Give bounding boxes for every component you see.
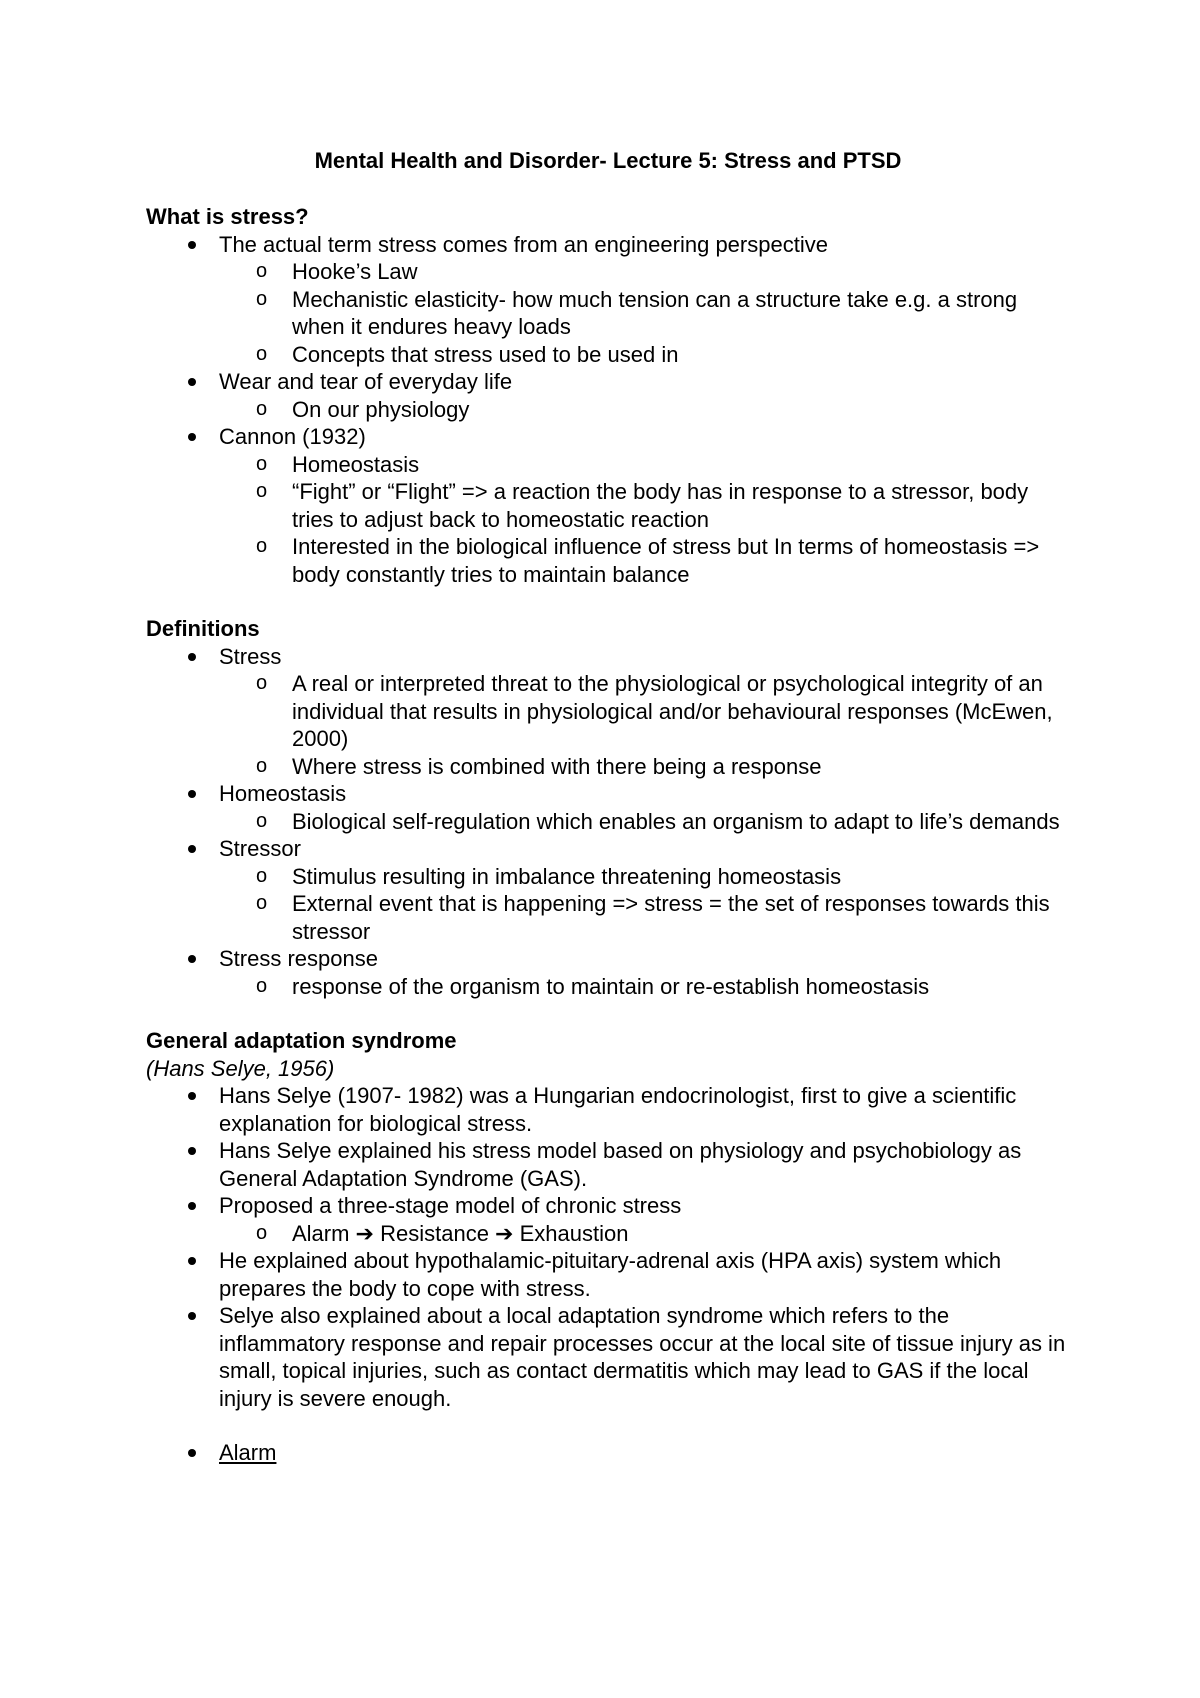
bullet-item: [146, 1137, 1070, 1192]
bullet-list: [146, 231, 1070, 589]
circle-bullet-icon: o: [256, 1221, 268, 1244]
bullet-list: [146, 1082, 1070, 1412]
sub-bullet-item: [146, 286, 1070, 341]
bullet-dot-icon: [188, 955, 196, 963]
section-heading: What is stress?: [146, 204, 309, 229]
bullet-list: [146, 1439, 1070, 1467]
sub-bullet-text: External event that is happening => stress = the set of responses towards this stressor: [292, 891, 1050, 944]
bullet-dot-icon: [188, 790, 196, 798]
section-heading: General adaptation syndrome: [146, 1028, 457, 1053]
bullet-dot-icon: [188, 1449, 196, 1457]
bullet-item: [146, 780, 1070, 808]
sub-bullet-text: “Fight” or “Flight” => a reaction the body has in response to a stressor, body tries to adjust back to homeostatic reaction: [292, 479, 1029, 532]
sub-bullet-text: response of the organism to maintain or re-establish homeostasis: [292, 973, 930, 999]
bullet-dot-icon: [188, 1092, 196, 1100]
bullet-text: Hans Selye (1907- 1982) was a Hungarian endocrinologist, first to give a scientific explanation for biological stress.: [219, 1083, 1017, 1136]
bullet-dot-icon: [188, 845, 196, 853]
sub-bullet-text: Hooke’s Law: [292, 259, 418, 284]
circle-bullet-icon: o: [256, 480, 268, 502]
bullet-text: Homeostasis: [219, 781, 347, 806]
circle-bullet-icon: o: [256, 864, 268, 887]
section-1: [146, 203, 1070, 588]
circle-bullet-icon: o: [256, 452, 268, 475]
section-subheading: (Hans Selye, 1956): [146, 1055, 335, 1081]
bullet-item: [146, 1192, 1070, 1220]
bullet-dot-icon: [188, 378, 196, 386]
section-heading: Definitions: [146, 616, 260, 641]
sub-bullet-item: [146, 478, 1070, 533]
bullet-item: [146, 1082, 1070, 1137]
bullet-text: Selye also explained about a local adaptation syndrome which refers to the inflammatory response and repair processes occur at the local site of tissue injury as in small, topical injuries, such as contact dermatitis which may lead to GAS if the local injury is severe enough.: [219, 1303, 1066, 1411]
bullet-text: The actual term stress comes from an engineering perspective: [219, 231, 828, 257]
document-body: [146, 146, 1070, 1467]
bullet-item: [146, 368, 1070, 396]
bullet-text: Stress: [219, 643, 282, 669]
underlined-heading: Alarm: [219, 1440, 277, 1465]
sub-bullet-item: [146, 753, 1070, 781]
sub-bullet-text: On our physiology: [292, 396, 470, 422]
sub-bullet-text: Alarm ➔ Resistance ➔ Exhaustion: [292, 1220, 629, 1246]
sub-bullet-item: [146, 533, 1070, 588]
sub-bullet-item: [146, 341, 1070, 369]
bullet-text: Stressor: [219, 836, 301, 861]
document-title: Mental Health and Disorder- Lecture 5: Stress and PTSD: [314, 148, 902, 173]
bullet-item: [146, 1439, 1070, 1467]
circle-bullet-icon: o: [256, 260, 268, 282]
circle-bullet-icon: o: [256, 342, 268, 365]
sub-bullet-item: [146, 863, 1070, 891]
bullet-item: [146, 1302, 1070, 1412]
bullet-dot-icon: [188, 1312, 196, 1320]
blank-line: [146, 1412, 1070, 1439]
bullet-text: Stress response: [219, 946, 378, 971]
bullet-text: Proposed a three-stage model of chronic stress: [219, 1193, 682, 1218]
bullet-dot-icon: [188, 1202, 196, 1210]
bullet-dot-icon: [188, 653, 196, 661]
circle-bullet-icon: o: [256, 397, 268, 420]
section-3: [146, 1027, 1070, 1467]
circle-bullet-icon: o: [256, 892, 268, 914]
sub-bullet-item: [146, 670, 1070, 753]
circle-bullet-icon: o: [256, 754, 268, 777]
bullet-dot-icon: [188, 433, 196, 441]
sub-bullet-item: [146, 1220, 1070, 1248]
bullet-text: Cannon (1932): [219, 424, 366, 449]
bullet-item: [146, 1247, 1070, 1302]
bullet-item: [146, 231, 1070, 259]
sub-bullet-text: Where stress is combined with there being a response: [292, 753, 822, 779]
sub-bullet-item: [146, 258, 1070, 286]
sub-bullet-text: Mechanistic elasticity- how much tension can a structure take e.g. a strong when it endures heavy loads: [292, 286, 1018, 339]
circle-bullet-icon: o: [256, 809, 268, 832]
bullet-text: Hans Selye explained his stress model based on physiology and psychobiology as General Adaptation Syndrome (GAS).: [219, 1138, 1022, 1191]
sub-bullet-text: Concepts that stress used to be used in: [292, 341, 679, 367]
circle-bullet-icon: o: [256, 535, 268, 557]
sub-bullet-text: Homeostasis: [292, 451, 420, 477]
bullet-text: He explained about hypothalamic-pituitary-adrenal axis (HPA axis) system which prepares the body to cope with stress.: [219, 1248, 1002, 1301]
sub-bullet-text: Biological self-regulation which enables an organism to adapt to life’s demands: [292, 808, 1060, 834]
sub-bullet-item: [146, 451, 1070, 479]
bullet-dot-icon: [188, 241, 196, 249]
bullet-item: [146, 945, 1070, 973]
sub-bullet-item: [146, 973, 1070, 1001]
bullet-item: [146, 835, 1070, 863]
circle-bullet-icon: o: [256, 672, 268, 694]
bullet-list: [146, 643, 1070, 1001]
bullet-dot-icon: [188, 1257, 196, 1265]
sub-bullet-item: [146, 396, 1070, 424]
sub-bullet-item: [146, 890, 1070, 945]
bullet-dot-icon: [188, 1147, 196, 1155]
bullet-item: [146, 643, 1070, 671]
sections-container: [146, 203, 1070, 1467]
sub-bullet-text: Stimulus resulting in imbalance threatening homeostasis: [292, 863, 842, 889]
circle-bullet-icon: o: [256, 974, 268, 997]
sub-bullet-text: A real or interpreted threat to the physiological or psychological integrity of an individual that results in physiological and/or behavioural responses (McEwen, 2000): [292, 671, 1053, 751]
bullet-item: [146, 423, 1070, 451]
sub-bullet-item: [146, 808, 1070, 836]
sub-bullet-text: Interested in the biological influence of stress but In terms of homeostasis => body constantly tries to maintain balance: [292, 534, 1040, 587]
section-2: [146, 615, 1070, 1000]
bullet-text: Wear and tear of everyday life: [219, 369, 513, 394]
circle-bullet-icon: o: [256, 287, 268, 310]
